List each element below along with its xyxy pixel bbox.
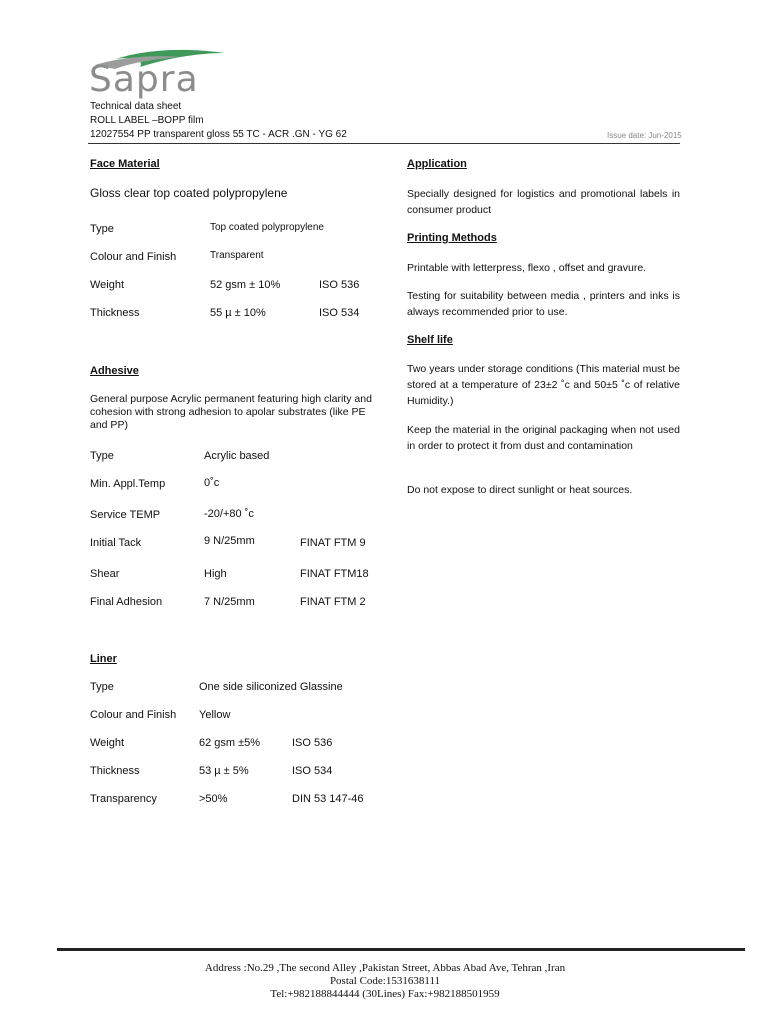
footer-postal-code: Postal Code:1531638111 [329,975,441,987]
adhesive-standard: FINAT FTM18 [300,568,369,580]
adhesive-value: 0˚c [204,477,220,489]
adhesive-standard: FINAT FTM 9 [300,537,366,549]
application-text: Specially designed for logistics and promotional labels in consumer product [407,188,680,216]
liner-standard: ISO 536 [292,737,333,749]
liner-standard: ISO 534 [292,765,333,777]
liner-value: 53 µ ± 5% [199,765,249,777]
adhesive-value: High [204,568,227,580]
liner-value: Yellow [199,709,231,721]
footer-address: Address :No.29 ,The second Alley ,Pakistan Street, Abbas Abad Ave, Tehran ,Iran [204,962,566,974]
adhesive-value: Acrylic based [204,450,270,462]
face-value: 52 gsm ± 10% [210,279,281,291]
face-value: 55 µ ± 10% [210,307,266,319]
liner-value: One side siliconized Glassine [199,681,343,693]
shelf-life-storage: Two years under storage conditions (This material must be stored at a temperature of 23±2 ˚c and 50±5 ˚c of relative Humidity.) [407,363,680,407]
footer-address-block [0,962,770,1001]
adhesive-value: 9 N/25mm [204,535,255,547]
liner-label: Type [90,681,114,693]
shelf-life-title: Shelf life [407,334,453,346]
face-label: Weight [90,279,125,291]
adhesive-value: -20/+80 ˚c [204,508,254,520]
header-doc-type: Technical data sheet [90,101,182,112]
printing-testing-note: Testing for suitability between media , printers and inks is always recommended prior to use. [407,290,680,318]
face-label: Colour and Finish [90,251,177,263]
adhesive-standard: FINAT FTM 2 [300,596,366,608]
shelf-life-sunlight: Do not expose to direct sunlight or heat sources. [407,484,633,496]
face-label: Thickness [90,307,140,319]
footer-divider [57,948,745,951]
liner-value: 62 gsm ±5% [199,737,261,749]
adhesive-title: Adhesive [90,365,139,377]
face-standard: ISO 536 [319,279,360,291]
printing-methods-title: Printing Methods [407,232,497,244]
header-product-line: ROLL LABEL –BOPP film [90,115,204,126]
adhesive-label: Initial Tack [90,537,142,549]
adhesive-label: Shear [90,568,120,580]
application-title: Application [407,158,467,170]
adhesive-label: Final Adhesion [90,596,163,608]
liner-label: Thickness [90,765,140,777]
issue-date: Issue date: Jun-2015 [607,131,682,140]
face-material-subtitle: Gloss clear top coated polypropylene [90,186,288,200]
face-label: Type [90,223,114,235]
header-divider [88,143,680,144]
liner-label: Transparency [90,793,157,805]
adhesive-label: Service TEMP [90,509,161,521]
liner-label: Weight [90,737,125,749]
logo-text: Sapra [89,59,199,100]
adhesive-description: General purpose Acrylic permanent featuring high clarity and cohesion with strong adhesion to apolar substrates (like PE and PP) [90,393,372,431]
shelf-life-packaging: Keep the material in the original packaging when not used in order to protect it from dust and contamination [407,424,680,452]
footer-contact: Tel:+982188844444 (30Lines) Fax:+982188501959 [270,988,500,1000]
printing-methods-text: Printable with letterpress, flexo , offset and gravure. [407,262,647,274]
liner-title: Liner [90,653,117,665]
face-value: Top coated polypropylene [210,222,324,233]
adhesive-value: 7 N/25mm [204,596,255,608]
header-product-code: 12027554 PP transparent gloss 55 TC - ACR .GN - YG 62 [90,129,347,140]
liner-label: Colour and Finish [90,709,177,721]
adhesive-label: Min. Appl.Temp [90,478,166,490]
face-material-title: Face Material [90,158,160,170]
liner-value: >50% [199,793,228,805]
liner-standard: DIN 53 147-46 [292,793,364,805]
adhesive-label: Type [90,450,114,462]
face-standard: ISO 534 [319,307,360,319]
company-logo [85,45,245,100]
face-value: Transparent [210,250,264,261]
